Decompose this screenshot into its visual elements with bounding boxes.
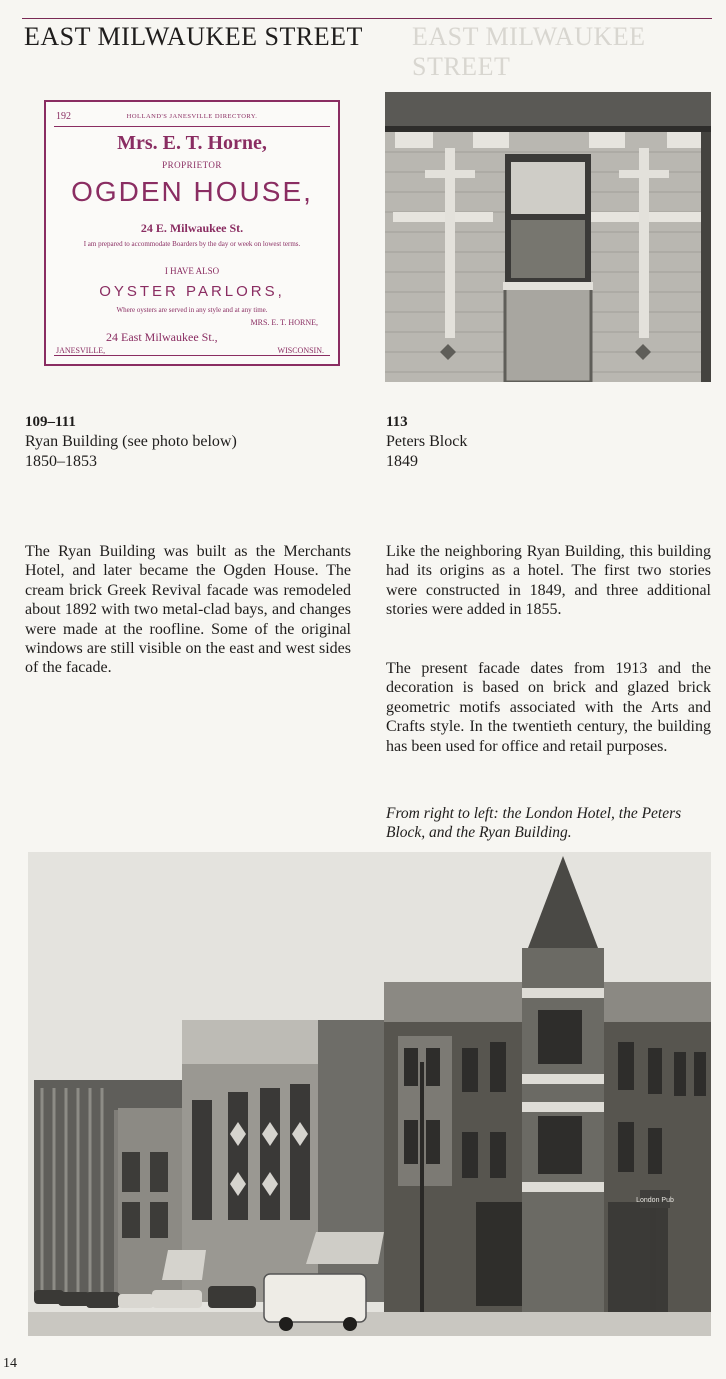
street-photo: [28, 852, 711, 1336]
ad-hotel-name: OGDEN HOUSE,: [71, 176, 313, 207]
directory-advertisement: [44, 100, 340, 366]
left-entry-number: 109–111: [25, 414, 76, 430]
right-entry-name: Peters Block: [386, 433, 468, 450]
left-entry-name: Ryan Building (see photo below): [25, 433, 237, 450]
photo-caption: From right to left: the London Hotel, the Peters Block, and the Ryan Building.: [386, 805, 682, 842]
ad-signature: MRS. E. T. HORNE,: [250, 318, 318, 327]
page-number: 14: [3, 1356, 17, 1371]
page-title: EAST MILWAUKEE STREET: [24, 22, 363, 51]
left-paragraph: The Ryan Building was built as the Merchants Hotel, and later became the Ogden House. The cream brick Greek Revival facade was remodeled about 1892 with two metal-clad bays, and changes were made at the roofline. Some of the original windows are still visible on the east and west sides of the facade.: [25, 543, 351, 677]
right-entry-dates: 1849: [386, 453, 418, 470]
ad-proprietor-label: PROPRIETOR: [162, 160, 222, 170]
ad-page-number: 192: [56, 111, 71, 122]
ad-state: WISCONSIN.: [277, 346, 324, 355]
ad-oysters-text: Where oysters are served in any style and at any time.: [116, 306, 268, 314]
right-entry-number: 113: [386, 414, 408, 430]
ad-address-2: 24 East Milwaukee St.,: [106, 330, 218, 344]
left-entry-dates: 1850–1853: [25, 453, 97, 470]
facade-detail-photo: [385, 92, 711, 382]
ad-oyster-parlors: OYSTER PARLORS,: [99, 283, 285, 300]
ad-address: 24 E. Milwaukee St.: [140, 221, 244, 235]
bleed-through-title: EAST MILWAUKEE STREET: [412, 22, 646, 81]
right-paragraph-1: Like the neighboring Ryan Building, this building had its origins as a hotel. The first two stories were constructed in 1849, and three additional stories were added in 1855.: [386, 543, 711, 619]
ad-boarders-text: I am prepared to accommodate Boarders by the day or week on lowest terms.: [83, 240, 301, 248]
ad-header-rule: [54, 126, 330, 127]
right-paragraph-2: The present facade dates from 1913 and the decoration is based on brick and glazed brick geometric motifs associated with the Arts and Crafts style. In the twentieth century, the building has been used for office and retail purposes.: [386, 660, 711, 755]
ad-proprietor-name: Mrs. E. T. Horne,: [117, 132, 267, 154]
london-pub-sign: London Pub: [636, 1197, 674, 1204]
top-rule: [22, 18, 712, 19]
ad-footer-rule: [54, 355, 330, 356]
ad-city: JANESVILLE,: [56, 346, 106, 355]
ad-also-text: I HAVE ALSO: [164, 266, 220, 276]
ad-directory-title: HOLLAND'S JANESVILLE DIRECTORY.: [126, 113, 258, 120]
